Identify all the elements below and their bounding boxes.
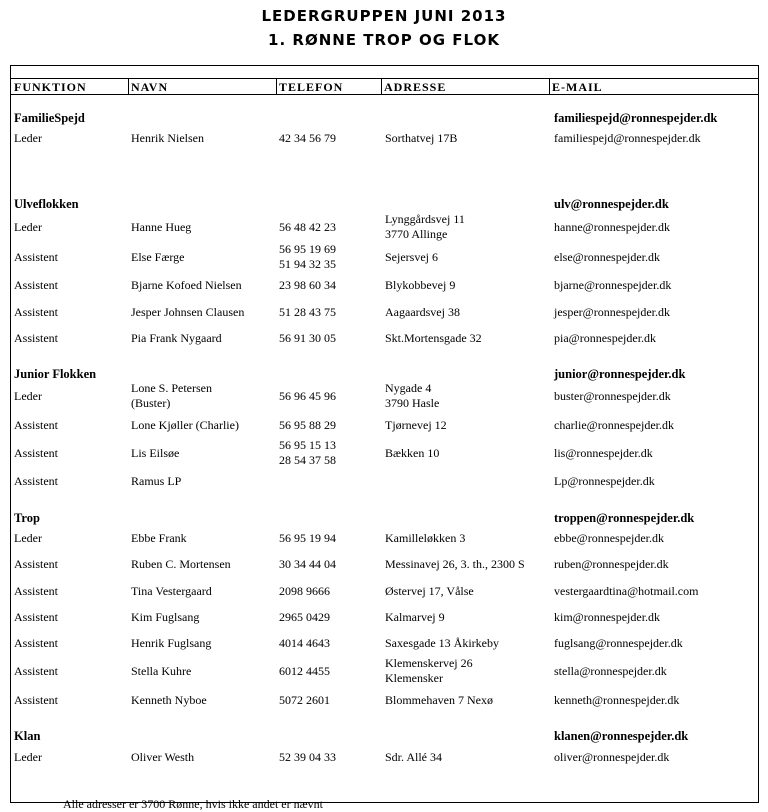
cell-telefon: 5072 2601 [279, 692, 330, 707]
cell-email: kenneth@ronnespejder.dk [554, 692, 680, 707]
cell-telefon: 6012 4455 [279, 663, 330, 678]
footnote: Alle adresser er 3700 Rønne, hvis ikke andet er nævnt [63, 797, 323, 811]
cell-adresse: Tjørnevej 12 [385, 417, 447, 432]
cell-funktion: FamilieSpejd [14, 110, 85, 125]
document-subtitle: 1. RØNNE TROP OG FLOK [268, 31, 500, 49]
cell-telefon: 56 91 30 05 [279, 330, 336, 345]
cell-navn: Lone Kjøller (Charlie) [131, 417, 239, 432]
cell-email: ulv@ronnespejder.dk [554, 196, 669, 211]
cell-email: fuglsang@ronnespejder.dk [554, 635, 683, 650]
cell-navn: Pia Frank Nygaard [131, 330, 222, 345]
cell-navn: Hanne Hueg [131, 219, 192, 234]
cell-navn: Stella Kuhre [131, 663, 192, 678]
cell-funktion: Assistent [14, 692, 59, 707]
cell-adresse: Østervej 17, Vålse [385, 583, 474, 598]
cell-telefon: 56 96 45 96 [279, 388, 336, 403]
cell-funktion: Assistent [14, 635, 59, 650]
cell-telefon: 56 95 15 13 28 54 37 58 [279, 438, 336, 467]
cell-adresse: Kalmarvej 9 [385, 609, 445, 624]
cell-funktion: Trop [14, 510, 40, 525]
document-title: LEDERGRUPPEN JUNI 2013 [261, 7, 507, 25]
cell-email: oliver@ronnespejder.dk [554, 749, 670, 764]
cell-funktion: Leder [14, 130, 42, 145]
cell-adresse: Nygade 4 3790 Hasle [385, 381, 440, 410]
cell-funktion: Assistent [14, 445, 59, 460]
cell-navn: Kenneth Nyboe [131, 692, 207, 707]
cell-telefon: 42 34 56 79 [279, 130, 336, 145]
cell-funktion: Assistent [14, 304, 59, 319]
cell-navn: Ebbe Frank [131, 530, 187, 545]
cell-email: jesper@ronnespejder.dk [554, 304, 671, 319]
cell-email: buster@ronnespejder.dk [554, 388, 671, 403]
cell-telefon: 56 48 42 23 [279, 219, 336, 234]
cell-email: familiespejd@ronnespejder.dk [554, 130, 701, 145]
cell-funktion: Assistent [14, 277, 59, 292]
cell-email: lis@ronnespejder.dk [554, 445, 653, 460]
cell-telefon: 2098 9666 [279, 583, 330, 598]
cell-adresse: Kamilleløkken 3 [385, 530, 466, 545]
cell-email: ruben@ronnespejder.dk [554, 556, 669, 571]
cell-funktion: Junior Flokken [14, 366, 97, 381]
cell-navn: Jesper Johnsen Clausen [131, 304, 245, 319]
cell-adresse: Messinavej 26, 3. th., 2300 S [385, 556, 525, 571]
cell-email: vestergaardtina@hotmail.com [554, 583, 699, 598]
header-adresse: ADRESSE [384, 80, 447, 94]
cell-email: pia@ronnespejder.dk [554, 330, 657, 345]
header-telefon: TELEFON [279, 80, 344, 94]
cell-adresse: Blykobbevej 9 [385, 277, 456, 292]
header-email: E-MAIL [552, 80, 603, 94]
cell-email: troppen@ronnespejder.dk [554, 510, 695, 525]
cell-navn: Kim Fuglsang [131, 609, 200, 624]
cell-telefon: 2965 0429 [279, 609, 330, 624]
cell-navn: Bjarne Kofoed Nielsen [131, 277, 242, 292]
cell-navn: Ruben C. Mortensen [131, 556, 231, 571]
cell-funktion: Klan [14, 728, 41, 743]
cell-adresse: Klemenskervej 26 Klemensker [385, 656, 473, 685]
cell-adresse: Sdr. Allé 34 [385, 749, 443, 764]
cell-adresse: Sorthatvej 17B [385, 130, 458, 145]
header-funktion: FUNKTION [14, 80, 87, 94]
cell-email: hanne@ronnespejder.dk [554, 219, 671, 234]
cell-navn: Tina Vestergaard [131, 583, 212, 598]
cell-adresse: Saxesgade 13 Åkirkeby [385, 635, 499, 650]
cell-telefon: 30 34 44 04 [279, 556, 336, 571]
cell-funktion: Leder [14, 530, 42, 545]
cell-email: familiespejd@ronnespejder.dk [554, 110, 718, 125]
cell-telefon: 56 95 19 94 [279, 530, 336, 545]
cell-navn: Lis Eilsøe [131, 445, 180, 460]
cell-funktion: Assistent [14, 583, 59, 598]
cell-navn: Henrik Nielsen [131, 130, 204, 145]
cell-email: bjarne@ronnespejder.dk [554, 277, 672, 292]
cell-telefon: 51 28 43 75 [279, 304, 336, 319]
cell-telefon: 52 39 04 33 [279, 749, 336, 764]
cell-telefon: 56 95 88 29 [279, 417, 336, 432]
cell-funktion: Assistent [14, 609, 59, 624]
cell-funktion: Leder [14, 219, 42, 234]
cell-adresse: Blommehaven 7 Nexø [385, 692, 493, 707]
cell-email: charlie@ronnespejder.dk [554, 417, 675, 432]
cell-navn: Else Færge [131, 249, 185, 264]
cell-email: junior@ronnespejder.dk [554, 366, 686, 381]
header-navn: NAVN [131, 80, 169, 94]
cell-email: Lp@ronnespejder.dk [554, 473, 655, 488]
cell-telefon: 4014 4643 [279, 635, 330, 650]
cell-navn: Oliver Westh [131, 749, 195, 764]
cell-adresse: Bækken 10 [385, 445, 440, 460]
cell-telefon: 56 95 19 69 51 94 32 35 [279, 242, 336, 271]
cell-adresse: Sejersvej 6 [385, 249, 438, 264]
cell-navn: Ramus LP [131, 473, 182, 488]
cell-email: stella@ronnespejder.dk [554, 663, 667, 678]
cell-email: ebbe@ronnespejder.dk [554, 530, 665, 545]
cell-adresse: Lynggårdsvej 11 3770 Allinge [385, 212, 465, 241]
cell-funktion: Assistent [14, 663, 59, 678]
cell-navn: Lone S. Petersen (Buster) [131, 381, 212, 410]
cell-funktion: Assistent [14, 473, 59, 488]
cell-funktion: Assistent [14, 249, 59, 264]
cell-navn: Henrik Fuglsang [131, 635, 212, 650]
cell-adresse: Skt.Mortensgade 32 [385, 330, 482, 345]
cell-email: klanen@ronnespejder.dk [554, 728, 689, 743]
cell-funktion: Assistent [14, 556, 59, 571]
cell-adresse: Aagaardsvej 38 [385, 304, 460, 319]
cell-email: kim@ronnespejder.dk [554, 609, 661, 624]
cell-funktion: Leder [14, 388, 42, 403]
cell-funktion: Ulveflokken [14, 196, 79, 211]
cell-email: else@ronnespejder.dk [554, 249, 661, 264]
cell-telefon: 23 98 60 34 [279, 277, 336, 292]
cell-funktion: Assistent [14, 330, 59, 345]
cell-funktion: Leder [14, 749, 42, 764]
cell-funktion: Assistent [14, 417, 59, 432]
